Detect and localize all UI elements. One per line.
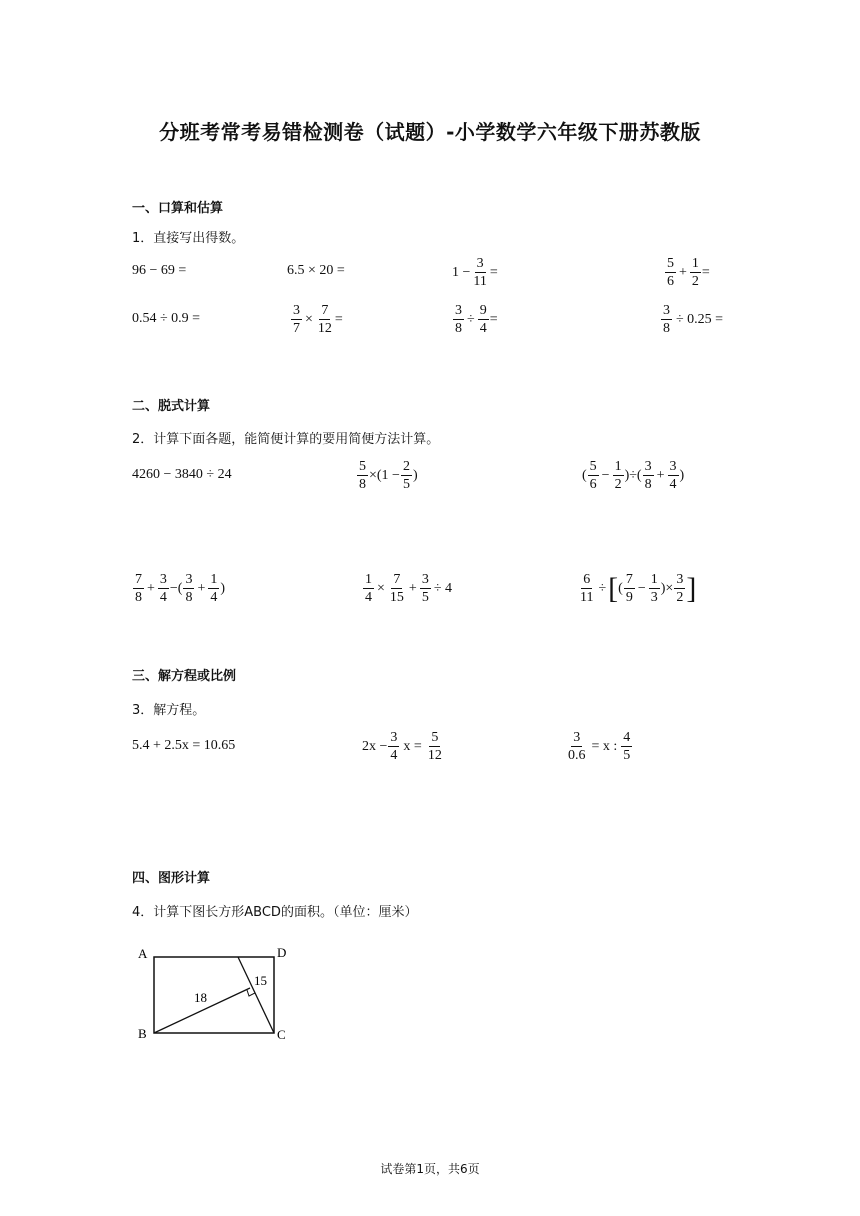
oral-expr-1: 96 − 69 = (132, 263, 187, 278)
calc-expr-1: 4260 − 3840 ÷ 24 (132, 467, 232, 482)
question-1: 1．直接写出得数。 (132, 231, 245, 246)
oral-expr-7: $\frac{3}{8}$ ÷ $\frac{9}{4}$ = (455, 303, 498, 336)
length-15: 15 (254, 973, 267, 988)
page-footer: 试卷第1页，共6页 (380, 1162, 480, 1176)
equation-3: $\frac{3}{0.6}$ = x : $\frac{4}{5}$ (568, 730, 631, 763)
calc-expr-3: ( $\frac{5}{6}$ − $\frac{1}{2}$ )÷( $\frac{3}{8}$ + $\frac{3}{4}$ ) (582, 459, 685, 492)
calc-expr-6: $\frac{6}{11}$ ÷ [ ( $\frac{7}{9}$ − $\frac{1}{3}$ )× $\frac{3}{2}$ ] (580, 571, 697, 605)
oral-expr-8: $\frac{3}{8}$ ÷ 0.25 = (663, 303, 724, 336)
oral-expr-6: $\frac{3}{7}$ × $\frac{7}{12}$ = (293, 303, 343, 336)
section-heading-1: 一、口算和估算 (132, 201, 224, 216)
rectangle-figure (132, 940, 302, 1050)
equation-2: 2x − $\frac{3}{4}$ x = $\frac{5}{12}$ (362, 730, 442, 763)
question-4: 4．计算下图长方形ABCD的面积。（单位：厘米） (132, 905, 418, 920)
calc-expr-2: $\frac{5}{8}$ ×(1 − $\frac{2}{5}$ ) (359, 459, 418, 492)
label-b: B (138, 1026, 147, 1041)
question-2: 2．计算下面各题，能简便计算的要用简便方法计算。 (132, 432, 440, 447)
label-c: C (277, 1027, 286, 1042)
section-heading-2: 二、脱式计算 (132, 399, 211, 414)
section-heading-4: 四、图形计算 (132, 871, 211, 886)
page-title: 分班考常考易错检测卷（试题）-小学数学六年级下册苏教版 (159, 120, 701, 144)
length-18: 18 (194, 990, 207, 1005)
section-heading-3: 三、解方程或比例 (132, 669, 237, 684)
equation-1: 5.4 + 2.5x = 10.65 (132, 738, 236, 753)
calc-expr-4: $\frac{7}{8}$ + $\frac{3}{4}$ −( $\frac{3}{8}$ + $\frac{1}{4}$ ) (135, 572, 226, 605)
oral-expr-4: $\frac{5}{6}$ + $\frac{1}{2}$ = (667, 256, 710, 289)
oral-expr-3: 1 − $\frac{3}{11}$ = (452, 256, 498, 289)
label-a: A (138, 946, 148, 961)
oral-expr-5: 0.54 ÷ 0.9 = (132, 311, 201, 326)
oral-expr-2: 6.5 × 20 = (287, 263, 345, 278)
diagonal-line (238, 957, 274, 1033)
question-3: 3．解方程。 (132, 703, 206, 718)
calc-expr-5: $\frac{1}{4}$ × $\frac{7}{15}$ + $\frac{3}{5}$ ÷ 4 (365, 572, 452, 605)
label-d: D (277, 945, 287, 960)
